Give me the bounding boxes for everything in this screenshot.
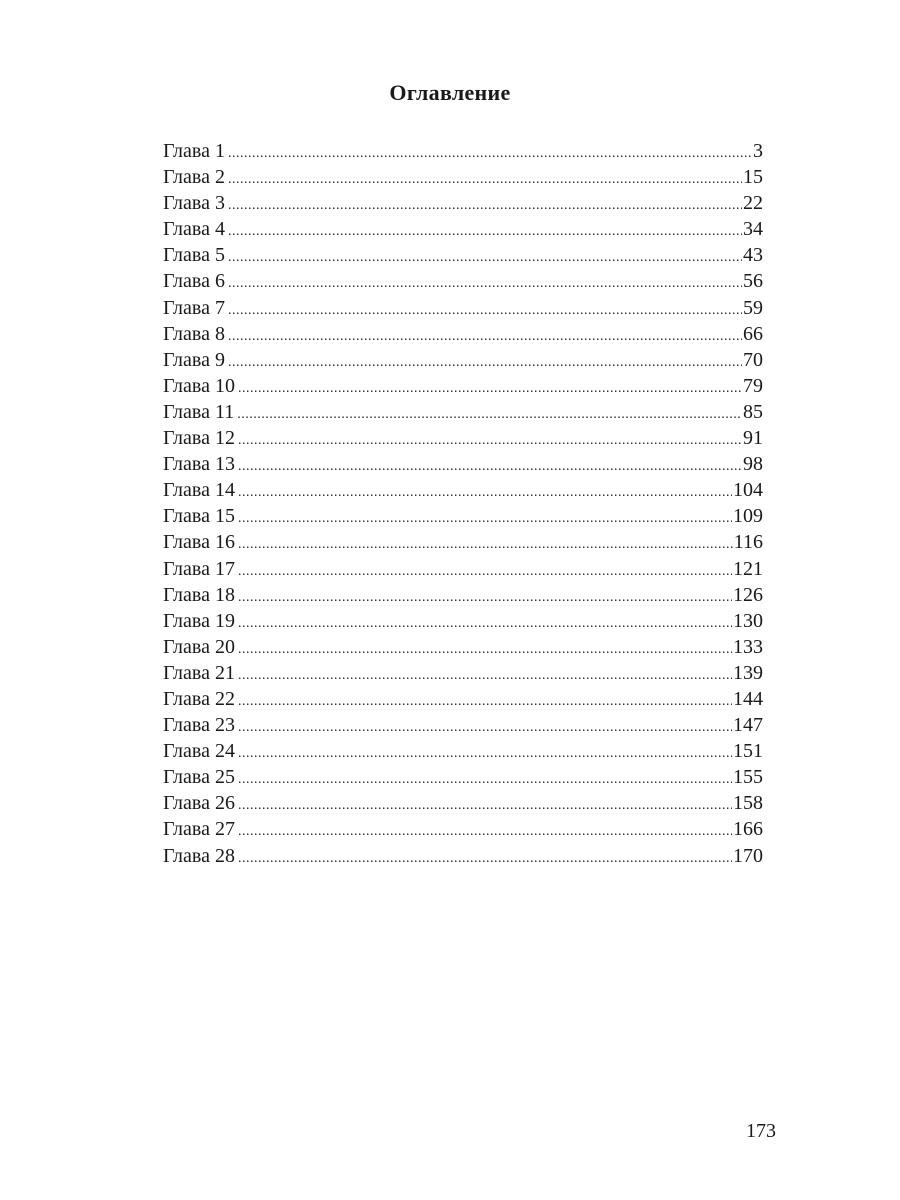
toc-entry bbox=[163, 529, 763, 555]
chapter-label: Глава 16 bbox=[163, 531, 235, 554]
chapter-label: Глава 3 bbox=[163, 192, 225, 215]
dot-leader bbox=[228, 245, 742, 271]
chapter-label: Глава 7 bbox=[163, 296, 225, 319]
toc-entry bbox=[163, 477, 763, 503]
toc-entry bbox=[163, 790, 763, 816]
dot-leader bbox=[238, 689, 732, 715]
dot-leader bbox=[228, 193, 742, 219]
toc-entry bbox=[163, 164, 763, 190]
toc-entry bbox=[163, 608, 763, 634]
chapter-page-number: 3 bbox=[753, 140, 763, 162]
chapter-label: Глава 27 bbox=[163, 818, 235, 841]
chapter-label: Глава 21 bbox=[163, 661, 235, 684]
chapter-page-number: 15 bbox=[743, 166, 763, 189]
toc-entry bbox=[163, 712, 763, 738]
chapter-label: Глава 18 bbox=[163, 583, 235, 606]
dot-leader bbox=[238, 767, 732, 793]
dot-leader bbox=[228, 350, 742, 376]
chapter-label: Глава 13 bbox=[163, 453, 235, 476]
toc-entry bbox=[163, 190, 763, 216]
chapter-label: Глава 9 bbox=[163, 348, 225, 371]
chapter-label: Глава 8 bbox=[163, 322, 225, 345]
chapter-label: Глава 12 bbox=[163, 427, 235, 450]
toc-entry bbox=[163, 503, 763, 529]
dot-leader bbox=[238, 846, 732, 872]
dot-leader bbox=[238, 428, 742, 454]
chapter-page-number: 170 bbox=[733, 844, 763, 867]
chapter-label: Глава 23 bbox=[163, 714, 235, 737]
chapter-page-number: 126 bbox=[733, 583, 763, 606]
dot-leader bbox=[238, 715, 732, 741]
toc-entry bbox=[163, 451, 763, 477]
chapter-page-number: 116 bbox=[733, 531, 763, 554]
toc-entry bbox=[163, 843, 763, 869]
toc-entry bbox=[163, 295, 763, 321]
page-title: Оглавление bbox=[389, 80, 511, 105]
dot-leader bbox=[237, 402, 742, 428]
chapter-label: Глава 5 bbox=[163, 244, 225, 267]
page-number: 173 bbox=[746, 1120, 776, 1142]
table-of-contents bbox=[163, 138, 763, 869]
dot-leader bbox=[228, 167, 742, 193]
chapter-label: Глава 28 bbox=[163, 844, 235, 867]
chapter-page-number: 34 bbox=[743, 218, 763, 241]
chapter-label: Глава 2 bbox=[163, 166, 225, 189]
chapter-page-number: 70 bbox=[743, 348, 763, 371]
chapter-page-number: 121 bbox=[733, 557, 763, 580]
chapter-label: Глава 11 bbox=[163, 400, 235, 423]
toc-entry bbox=[163, 738, 763, 764]
chapter-label: Глава 17 bbox=[163, 557, 235, 580]
dot-leader bbox=[238, 532, 733, 558]
toc-entry bbox=[163, 634, 763, 660]
toc-entry bbox=[163, 660, 763, 686]
chapter-page-number: 79 bbox=[743, 374, 763, 397]
toc-entry bbox=[163, 321, 763, 347]
chapter-page-number: 91 bbox=[743, 427, 763, 450]
chapter-page-number: 66 bbox=[743, 322, 763, 345]
chapter-page-number: 22 bbox=[743, 192, 763, 215]
toc-entry bbox=[163, 764, 763, 790]
chapter-page-number: 59 bbox=[743, 296, 763, 319]
chapter-label: Глава 15 bbox=[163, 505, 235, 528]
chapter-label: Глава 6 bbox=[163, 270, 225, 293]
toc-entry bbox=[163, 216, 763, 242]
dot-leader bbox=[228, 324, 742, 350]
chapter-page-number: 155 bbox=[733, 766, 763, 789]
toc-entry bbox=[163, 347, 763, 373]
chapter-label: Глава 1 bbox=[163, 140, 225, 162]
chapter-label: Глава 24 bbox=[163, 740, 235, 763]
toc-entry bbox=[163, 399, 763, 425]
chapter-page-number: 56 bbox=[743, 270, 763, 293]
dot-leader bbox=[238, 585, 732, 611]
toc-entry bbox=[163, 556, 763, 582]
toc-entry bbox=[163, 816, 763, 842]
chapter-page-number: 139 bbox=[733, 661, 763, 684]
chapter-label: Глава 19 bbox=[163, 609, 235, 632]
dot-leader bbox=[228, 219, 742, 245]
toc-entry bbox=[163, 138, 763, 164]
dot-leader bbox=[228, 141, 752, 167]
chapter-page-number: 98 bbox=[743, 453, 763, 476]
chapter-label: Глава 4 bbox=[163, 218, 225, 241]
dot-leader bbox=[238, 611, 732, 637]
toc-entry bbox=[163, 686, 763, 712]
chapter-page-number: 147 bbox=[733, 714, 763, 737]
toc-entry bbox=[163, 242, 763, 268]
toc-entry bbox=[163, 425, 763, 451]
dot-leader bbox=[238, 741, 732, 767]
chapter-label: Глава 20 bbox=[163, 635, 235, 658]
dot-leader bbox=[238, 480, 732, 506]
dot-leader bbox=[238, 454, 742, 480]
chapter-page-number: 43 bbox=[743, 244, 763, 267]
dot-leader bbox=[238, 819, 732, 845]
chapter-page-number: 166 bbox=[733, 818, 763, 841]
chapter-page-number: 144 bbox=[733, 687, 763, 710]
toc-entry bbox=[163, 373, 763, 399]
chapter-page-number: 109 bbox=[733, 505, 763, 528]
dot-leader bbox=[238, 793, 732, 819]
dot-leader bbox=[228, 298, 742, 324]
chapter-page-number: 130 bbox=[733, 609, 763, 632]
dot-leader bbox=[238, 559, 732, 585]
chapter-page-number: 104 bbox=[733, 479, 763, 502]
chapter-page-number: 85 bbox=[743, 400, 763, 423]
chapter-page-number: 151 bbox=[733, 740, 763, 763]
chapter-label: Глава 25 bbox=[163, 766, 235, 789]
dot-leader bbox=[238, 376, 742, 402]
toc-entry bbox=[163, 268, 763, 294]
dot-leader bbox=[238, 663, 732, 689]
chapter-label: Глава 14 bbox=[163, 479, 235, 502]
dot-leader bbox=[238, 506, 732, 532]
dot-leader bbox=[238, 637, 732, 663]
chapter-label: Глава 10 bbox=[163, 374, 235, 397]
chapter-label: Глава 26 bbox=[163, 792, 235, 815]
toc-entry bbox=[163, 582, 763, 608]
chapter-page-number: 158 bbox=[733, 792, 763, 815]
chapter-page-number: 133 bbox=[733, 635, 763, 658]
dot-leader bbox=[228, 271, 742, 297]
chapter-label: Глава 22 bbox=[163, 687, 235, 710]
